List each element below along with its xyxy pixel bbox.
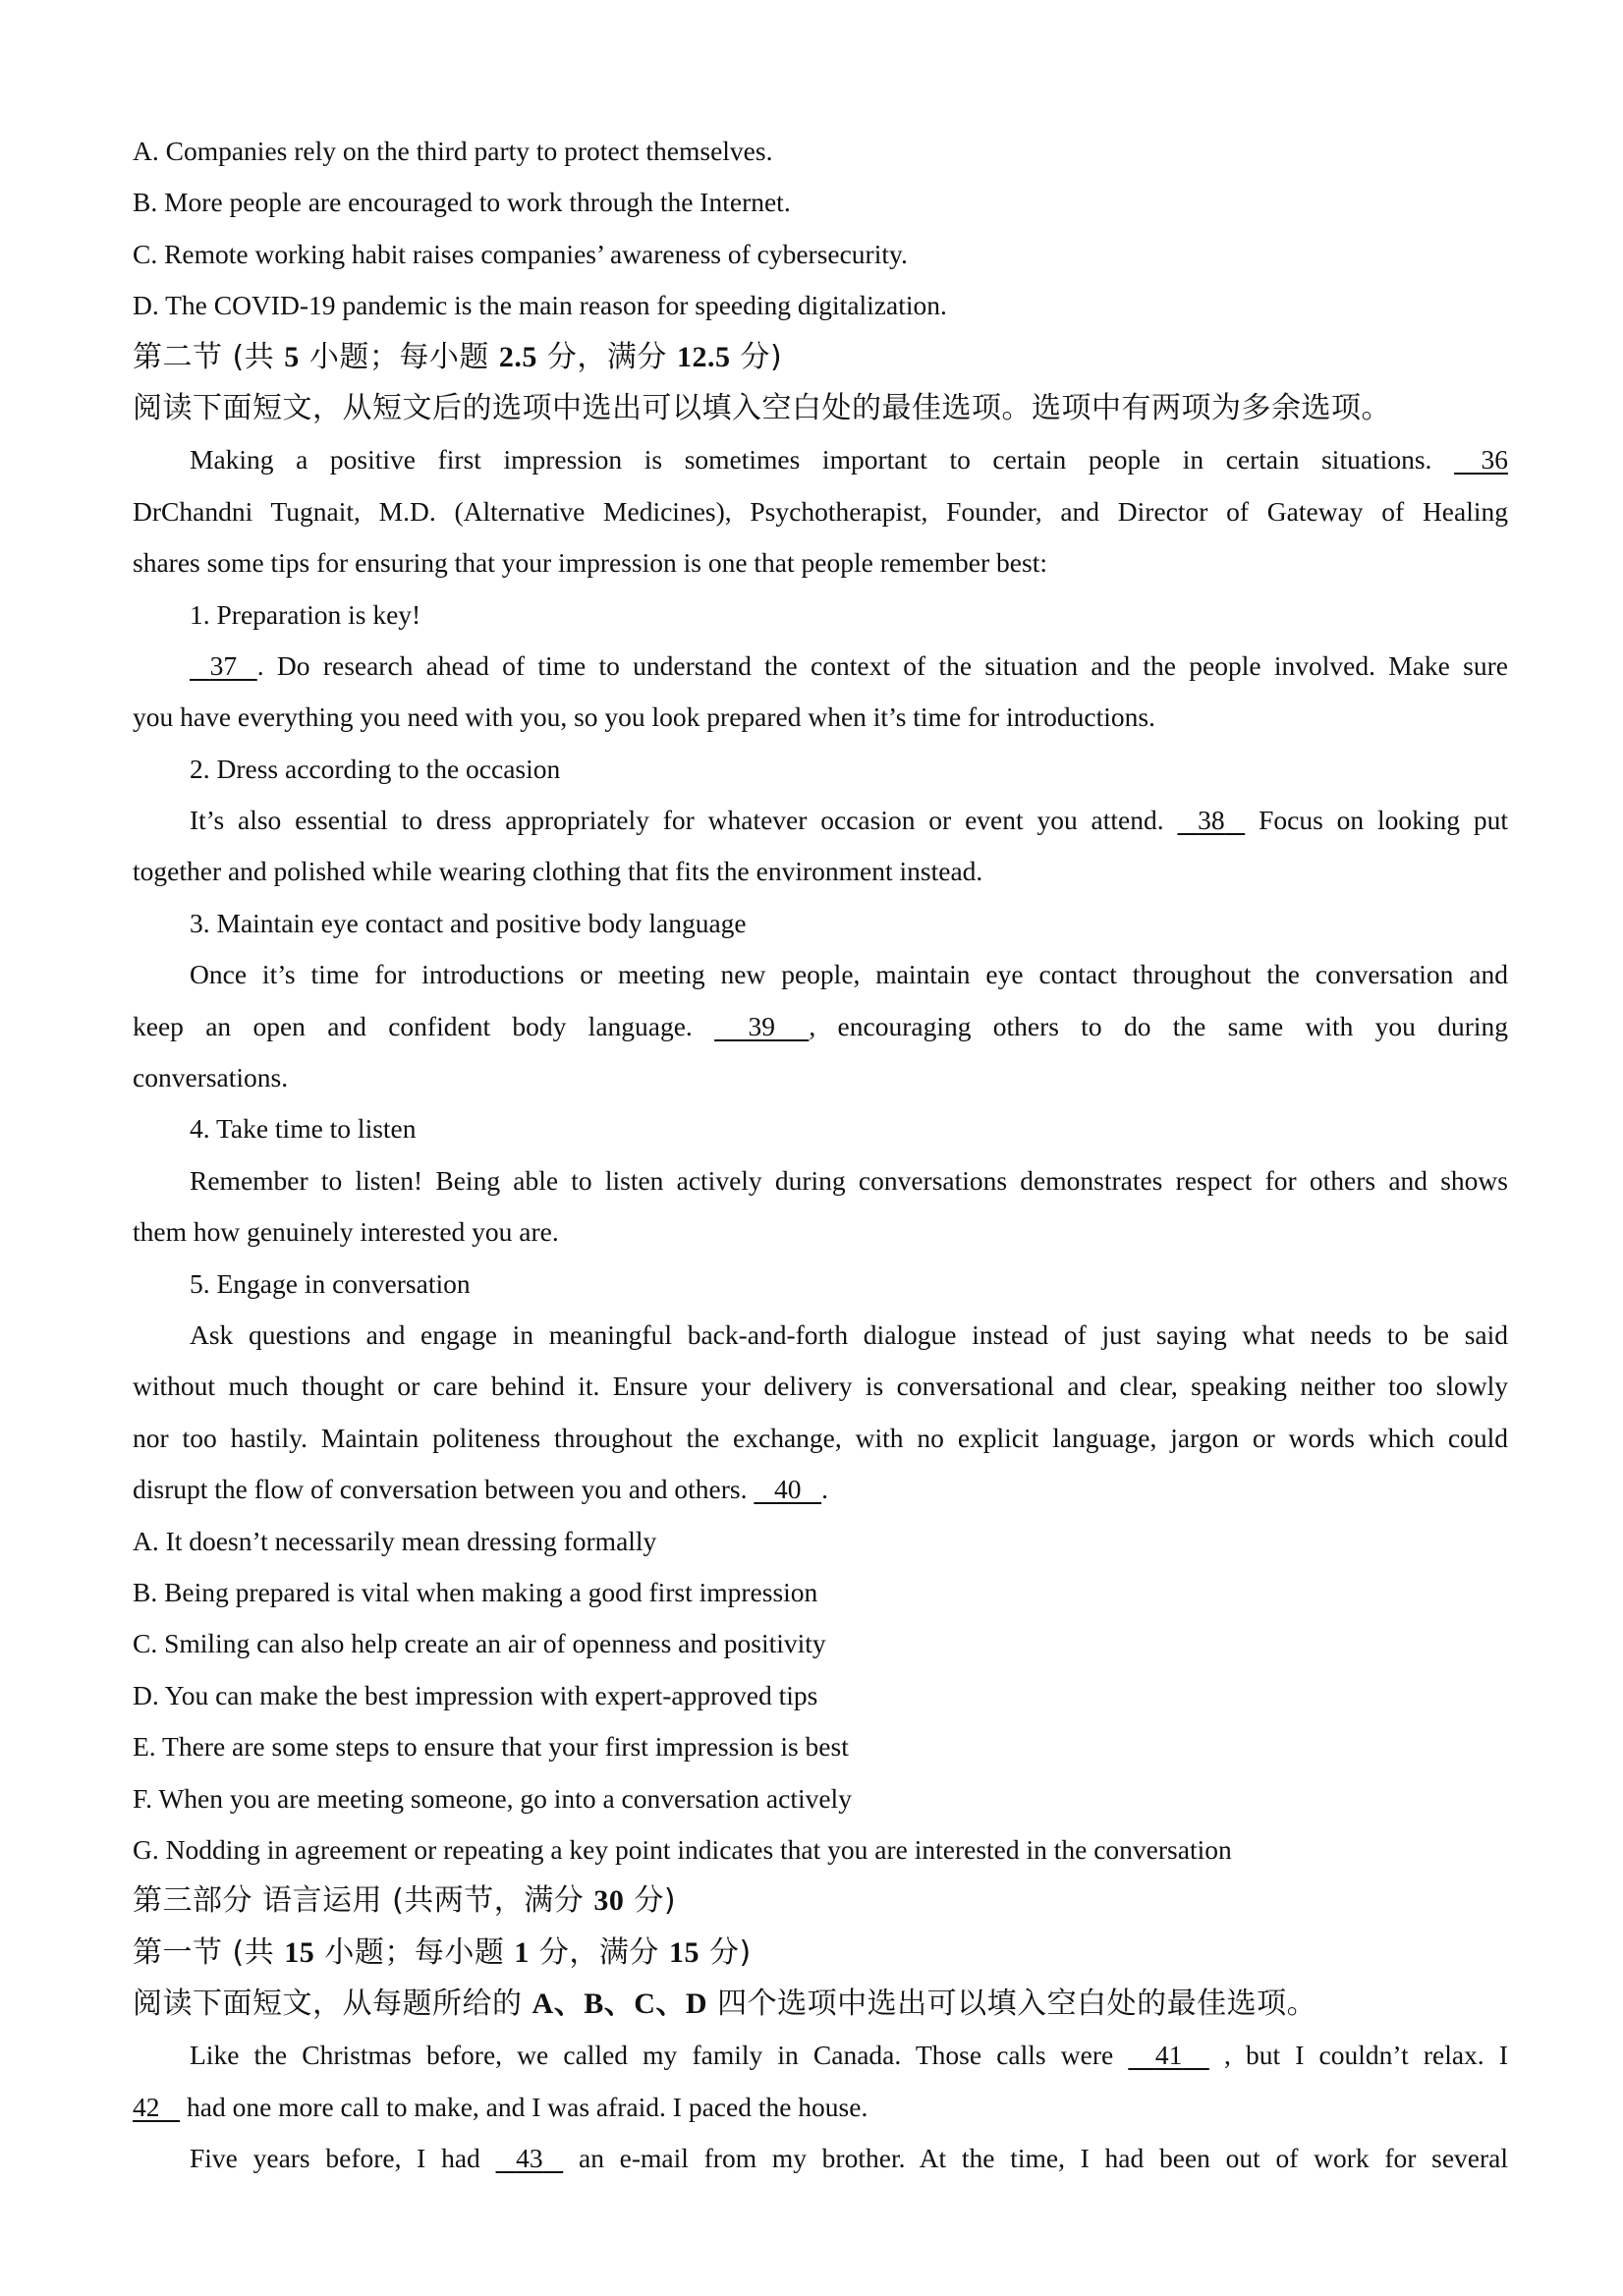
blank-37: 37 (209, 649, 238, 681)
answer-option: D. You can make the best impression with expert-approved tips (133, 1679, 818, 1710)
passage-line: Once it’s time for introductions or meeting new people, maintain eye contact throughout the conversation and (190, 959, 1508, 990)
passage-line: Ask questions and engage in meaningful back-and-forth dialogue instead of just saying what needs to be said (190, 1318, 1508, 1350)
tip-heading: 2. Dress according to the occasion (190, 753, 561, 784)
answer-option: C. Smiling can also help create an air of openness and positivity (133, 1628, 826, 1659)
passage-line: together and polished while wearing clothing that fits the environment instead. (133, 856, 983, 887)
passage-line: Remember to listen! Being able to listen actively during conversations demonstrates respect for others and shows (190, 1164, 1508, 1196)
passage-line: shares some tips for ensuring that your impression is one that people remember best: (133, 547, 1047, 579)
blank-39: 39 (748, 1010, 775, 1041)
tip-heading: 3. Maintain eye contact and positive body language (190, 907, 747, 938)
passage-line: Making a positive first impression is sometimes important to certain people in certain situations. 36 (133, 434, 1508, 485)
option-line: A. Companies rely on the third party to protect themselves. (133, 136, 773, 166)
passage-line: nor too hastily. Maintain politeness throughout the exchange, with no explicit language, jargon or words which could (133, 1422, 1508, 1453)
blank-40: 40 (773, 1474, 802, 1505)
answer-option: A. It doesn’t necessarily mean dressing formally (133, 1525, 657, 1556)
blank-36: 36 (1481, 444, 1508, 476)
passage-line: keep an open and confident body language. 39 , encouraging others to do the same with you during (133, 1001, 1508, 1052)
passage-line: them how genuinely interested you are. (133, 1216, 559, 1248)
option-line: B. More people are encouraged to work through the Internet. (133, 187, 791, 218)
passage-line: you have everything you need with you, so you look prepared when it’s time for introductions. (133, 701, 1155, 733)
section-instruction: 阅读下面短文，从短文后的选项中选出可以填入空白处的最佳选项。选项中有两项为多余选项。 (133, 390, 1391, 425)
option-line: C. Remote working habit raises companies’ awareness of cybersecurity. (133, 238, 908, 269)
passage-line: It’s also essential to dress appropriately for whatever occasion or event you attend. 38 Focus on looking put (133, 795, 1508, 846)
option-line: D. The COVID-19 pandemic is the main reason for speeding digitalization. (133, 290, 947, 321)
passage-line: DrChandni Tugnait, M.D. (Alternative Medicines), Psychotherapist, Founder, and Director of Gateway of Healing (133, 495, 1508, 527)
exam-page (133, 126, 1508, 2185)
answer-option: B. Being prepared is vital when making a good first impression (133, 1576, 818, 1607)
blank-38: 38 (1198, 805, 1225, 836)
blank-43: 43 (516, 2143, 543, 2174)
section-heading: 第一节 (共 15 小题；每小题 1 分，满分 15 分) (133, 1934, 752, 1970)
section-instruction: 阅读下面短文，从每题所给的 A、B、C、D 四个选项中选出可以填入空白处的最佳选项。 (133, 1987, 1317, 2022)
blank-42: 42 (133, 2091, 160, 2122)
answer-option: E. There are some steps to ensure that your first impression is best (133, 1731, 849, 1763)
passage-line: 37 . Do research ahead of time to understand the context of the situation and the people involved. Make sure (133, 641, 1508, 692)
cloze-line: Like the Christmas before, we called my family in Canada. Those calls were 41 , but I couldn’t relax. I (133, 2030, 1508, 2081)
answer-option: G. Nodding in agreement or repeating a key point indicates that you are interested in the conversation (133, 1833, 1232, 1865)
section-heading: 第二节 (共 5 小题；每小题 2.5 分，满分 12.5 分) (133, 339, 783, 374)
passage-line: disrupt the flow of conversation between you and others. 40 . (133, 1464, 1508, 1515)
part-heading: 第三部分 语言运用 (共两节，满分 30 分) (133, 1883, 677, 1919)
blank-41: 41 (1154, 2040, 1183, 2071)
tip-heading: 5. Engage in conversation (190, 1267, 471, 1299)
passage-line: conversations. (133, 1062, 289, 1093)
cloze-line: 42 had one more call to make, and I was afraid. I paced the house. (133, 2082, 1508, 2133)
answer-option: F. When you are meeting someone, go into a conversation actively (133, 1782, 852, 1814)
tip-heading: 1. Preparation is key! (190, 598, 421, 630)
passage-line: without much thought or care behind it. Ensure your delivery is conversational and clear, speaking neither too slowly (133, 1371, 1508, 1402)
tip-heading: 4. Take time to listen (190, 1113, 417, 1145)
cloze-line: Five years before, I had 43 an e-mail from my brother. At the time, I had been out of work for several (133, 2133, 1508, 2184)
